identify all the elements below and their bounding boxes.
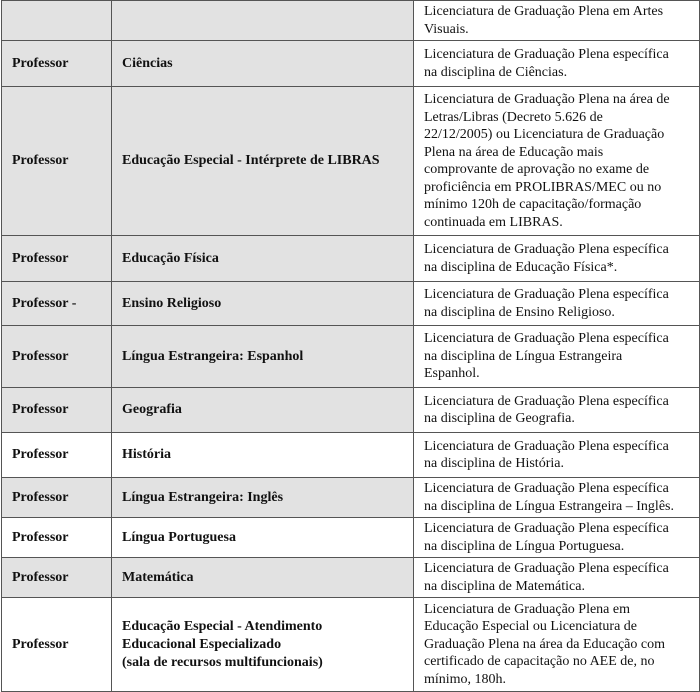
requirement-cell: Licenciatura de Graduação Plena específica na disciplina de Língua Portuguesa. — [414, 518, 700, 558]
table-row — [2, 87, 700, 236]
subject-text: Matemática — [122, 569, 194, 585]
subject-text: História — [122, 447, 171, 462]
role-cell: Professor — [2, 236, 112, 282]
table-row — [2, 41, 700, 87]
table-row — [2, 518, 700, 558]
table-row — [2, 478, 700, 518]
role-cell: Professor - — [2, 282, 112, 326]
requirement-cell: Licenciatura de Graduação Plena em Artes Visuais. — [414, 1, 700, 41]
subject-text: Educação Física — [122, 250, 219, 266]
role-cell: Professor — [2, 478, 112, 518]
subject-cell — [112, 326, 414, 388]
subject-text: Língua Estrangeira: Inglês — [122, 489, 284, 505]
subject-text: Educação Especial - Atendimento Educacional Especializado (sala de recursos multifuncionais) — [122, 618, 323, 670]
subject-cell — [112, 41, 414, 87]
subject-cell — [112, 478, 414, 518]
table-row — [2, 388, 700, 433]
requirement-cell: Licenciatura de Graduação Plena específica na disciplina de Língua Estrangeira Espanhol. — [414, 326, 700, 388]
subject-text: Educação Especial - Intérprete de LIBRAS — [122, 153, 380, 168]
table-row — [2, 598, 700, 692]
requirement-cell: Licenciatura de Graduação Plena específica na disciplina de Matemática. — [414, 558, 700, 598]
subject-cell — [112, 558, 414, 598]
requirement-cell: Licenciatura de Graduação Plena específica na disciplina de Língua Estrangeira – Inglês. — [414, 478, 700, 518]
requirement-cell: Licenciatura de Graduação Plena específica na disciplina de História. — [414, 433, 700, 478]
table-row — [2, 282, 700, 326]
requirement-cell: Licenciatura de Graduação Plena específica na disciplina de Educação Física*. — [414, 236, 700, 282]
table-body — [2, 1, 700, 692]
subject-cell — [112, 518, 414, 558]
role-cell: Professor — [2, 598, 112, 692]
role-cell: Professor — [2, 433, 112, 478]
role-cell: Professor — [2, 388, 112, 433]
subject-cell — [112, 388, 414, 433]
subject-text: Ensino Religioso — [122, 295, 222, 311]
requirement-cell: Licenciatura de Graduação Plena em Educação Especial ou Licenciatura de Graduação Plena na área da Educação com certificado de capacitação no AEE de, no mínimo, 180h. — [414, 598, 700, 692]
subject-cell — [112, 433, 414, 478]
role-cell: Professor — [2, 518, 112, 558]
role-cell — [2, 1, 112, 41]
role-cell: Professor — [2, 87, 112, 236]
requirement-cell: Licenciatura de Graduação Plena na área de Letras/Libras (Decreto 5.626 de 22/12/2005) ou Licenciatura de Graduação Plena na área de Educação mais comprovante de aprovação no exame de proficiência em PROLIBRAS/MEC ou no mínimo 120h de capacitação/formação continuada em LIBRAS. — [414, 87, 700, 236]
table-row — [2, 326, 700, 388]
role-cell: Professor — [2, 558, 112, 598]
requirements-table — [1, 0, 700, 692]
subject-cell — [112, 1, 414, 41]
requirement-cell: Licenciatura de Graduação Plena específica na disciplina de Geografia. — [414, 388, 700, 433]
subject-cell — [112, 282, 414, 326]
subject-cell — [112, 87, 414, 236]
subject-text: Geografia — [122, 402, 182, 417]
subject-cell — [112, 598, 414, 692]
subject-text: Ciências — [122, 55, 173, 71]
subject-text: Língua Portuguesa — [122, 529, 236, 545]
table-row — [2, 236, 700, 282]
subject-text: Língua Estrangeira: Espanhol — [122, 348, 304, 364]
role-cell: Professor — [2, 41, 112, 87]
requirement-cell: Licenciatura de Graduação Plena específica na disciplina de Ensino Religioso. — [414, 282, 700, 326]
requirement-cell: Licenciatura de Graduação Plena específica na disciplina de Ciências. — [414, 41, 700, 87]
subject-cell — [112, 236, 414, 282]
table-row — [2, 558, 700, 598]
role-cell: Professor — [2, 326, 112, 388]
table-row — [2, 433, 700, 478]
table-row — [2, 1, 700, 41]
